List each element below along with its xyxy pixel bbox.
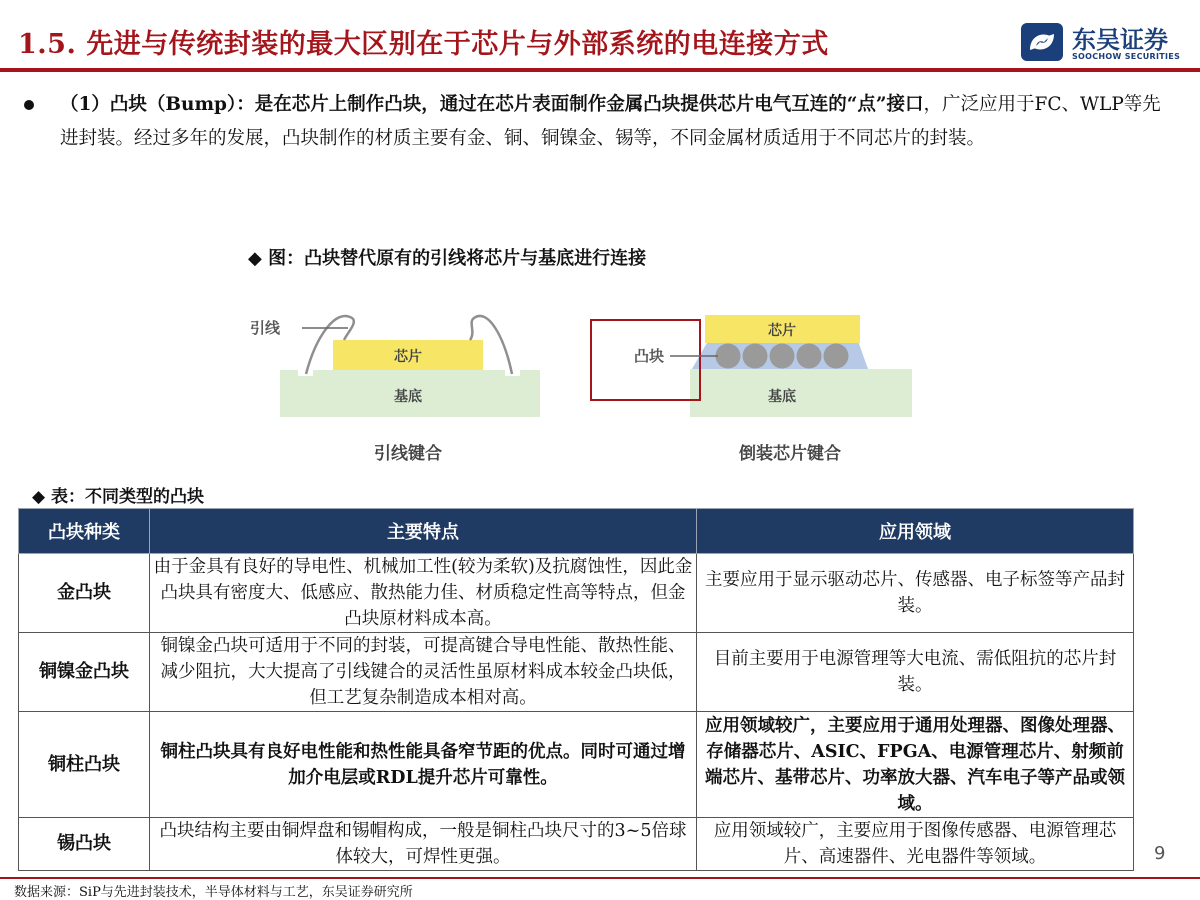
row-features: 凸块结构主要由铜焊盘和锡帽构成，一般是铜柱凸块尺寸的3~5倍球体较大，可焊性更强。 bbox=[150, 818, 697, 871]
title-divider bbox=[0, 68, 1200, 72]
solder-bump bbox=[743, 344, 768, 369]
right-bump-label: 凸块 bbox=[634, 347, 665, 365]
row-features: 由于金具有良好的导电性、机械加工性(较为柔软)及抗腐蚀性，因此金凸块具有密度大、低感应、散热能力佳、材质稳定性高等特点，但金凸块原材料成本高。 bbox=[150, 554, 697, 633]
logo-name: 东吴证券 bbox=[1072, 26, 1168, 54]
intro-label: （1）凸块（Bump）： bbox=[60, 94, 255, 115]
row-features: 铜镍金凸块可适用于不同的封装，可提高键合导电性能、散热性能、减少阻抗，大大提高了引线键合的灵活性虽原材料成本较金凸块低，但工艺复杂制造成本相对高。 bbox=[150, 633, 697, 712]
row-name: 金凸块 bbox=[19, 554, 150, 633]
header-bump-type: 凸块种类 bbox=[19, 509, 150, 554]
table-row bbox=[19, 554, 1134, 633]
company-logo bbox=[1020, 20, 1190, 64]
row-applications: 主要应用于显示驱动芯片、传感器、电子标签等产品封装。 bbox=[697, 554, 1134, 633]
intro-paragraph bbox=[60, 88, 1170, 156]
table-row bbox=[19, 712, 1134, 818]
figure-caption: ◆ 图：凸块替代原有的引线将芯片与基底进行连接 bbox=[248, 248, 647, 269]
right-substrate bbox=[690, 369, 912, 417]
intro-bold-text: 是在芯片上制作凸块，通过在芯片表面制作金属凸块提供芯片电气互连的“点”接口 bbox=[254, 94, 924, 115]
bump-diagram bbox=[240, 300, 940, 470]
table-caption: ◆ 表：不同类型的凸块 bbox=[32, 487, 204, 507]
left-substrate-label: 基底 bbox=[394, 389, 422, 405]
footer-divider bbox=[0, 877, 1200, 879]
page-title: 1.5. 先进与传统封装的最大区别在于芯片与外部系统的电连接方式 bbox=[18, 29, 829, 60]
row-name: 锡凸块 bbox=[19, 818, 150, 871]
source-note: 数据来源：SiP与先进封装技术，半导体材料与工艺，东吴证券研究所 bbox=[14, 885, 413, 900]
row-applications: 应用领域较广，主要应用于图像传感器、电源管理芯片、高速器件、光电器件等领域。 bbox=[697, 818, 1134, 871]
logo-subtitle: SOOCHOW SECURITIES bbox=[1072, 52, 1181, 61]
header-applications: 应用领域 bbox=[697, 509, 1134, 554]
right-substrate-label: 基底 bbox=[768, 389, 796, 405]
solder-bump bbox=[824, 344, 849, 369]
table-header-row bbox=[19, 509, 1134, 554]
bullet-icon bbox=[24, 100, 34, 110]
bump-types-table bbox=[18, 508, 1134, 871]
right-chip-label: 芯片 bbox=[768, 323, 796, 339]
row-name: 铜镍金凸块 bbox=[19, 633, 150, 712]
flip-chip-diagram bbox=[591, 315, 912, 464]
wire-bonding-diagram bbox=[250, 316, 540, 464]
left-wire-label: 引线 bbox=[250, 319, 281, 337]
left-caption: 引线键合 bbox=[374, 444, 442, 464]
intro-rest-text: ，广泛应用于FC、WLP等先进封装。经过多年的发展，凸块制作的材质主要有金、铜、铜镍金、锡等，不同金属材质适用于不同芯片的封装。 bbox=[60, 94, 1161, 149]
solder-bump bbox=[716, 344, 741, 369]
soochow-logo-icon bbox=[1020, 22, 1064, 62]
right-caption: 倒装芯片键合 bbox=[739, 444, 841, 464]
header-features: 主要特点 bbox=[150, 509, 697, 554]
row-applications: 应用领域较广，主要应用于通用处理器、图像处理器、存储器芯片、ASIC、FPGA、电源管理芯片、射频前端芯片、基带芯片、功率放大器、汽车电子等产品或领域。 bbox=[697, 712, 1134, 818]
table-row bbox=[19, 633, 1134, 712]
page-number: 9 bbox=[1154, 843, 1166, 864]
solder-bump bbox=[797, 344, 822, 369]
row-features: 铜柱凸块具有良好电性能和热性能具备窄节距的优点。同时可通过增加介电层或RDL提升芯片可靠性。 bbox=[150, 712, 697, 818]
solder-bump bbox=[770, 344, 795, 369]
table-row bbox=[19, 818, 1134, 871]
row-applications: 目前主要用于电源管理等大电流、需低阻抗的芯片封装。 bbox=[697, 633, 1134, 712]
left-chip-label: 芯片 bbox=[394, 349, 422, 365]
row-name: 铜柱凸块 bbox=[19, 712, 150, 818]
